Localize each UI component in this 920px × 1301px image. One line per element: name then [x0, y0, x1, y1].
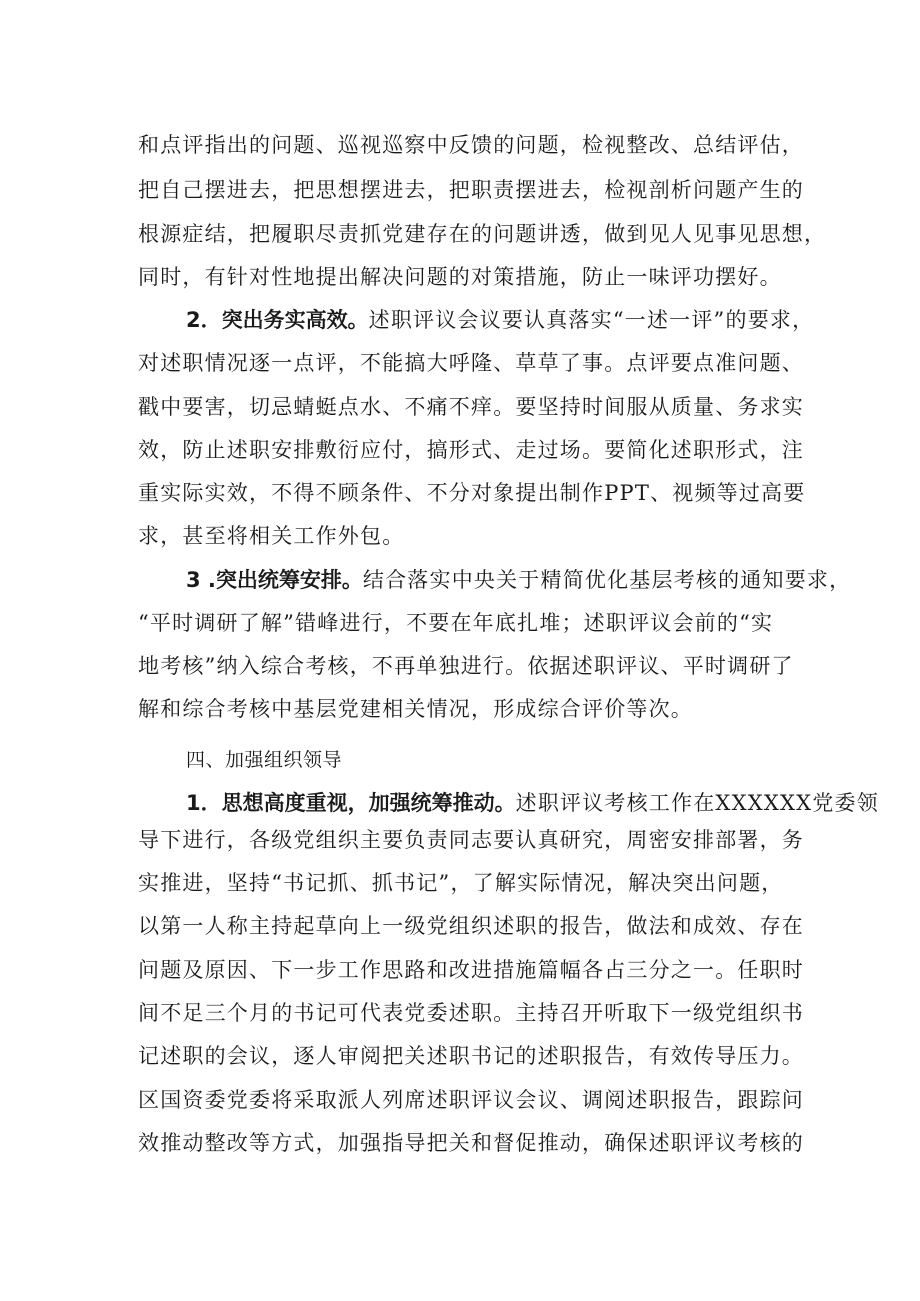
paragraph-line: 实推进，坚持“书记抓、抓书记”，了解实际情况，解决突出问题，	[138, 871, 784, 895]
item-2-text: 述职评议会议要认真落实“一述一评”的要求，	[368, 308, 815, 332]
paragraph-line: 戳中要害，切忌蜻蜓点水、不痛不痒。要坚持时间服从质量、务求实	[138, 395, 804, 419]
item-2-heading: 2．突出务实高效。	[186, 308, 369, 332]
paragraph-line: 求，甚至将相关工作外包。	[138, 524, 405, 548]
item-4-1-text: 述职评议考核工作在XXXXXX党委领	[515, 791, 879, 815]
item-3-first-line	[186, 565, 851, 595]
paragraph-line: 效推动整改等方式，加强指导把关和督促推动，确保述职评议考核的	[138, 1131, 804, 1155]
paragraph-line: 地考核”纳入综合考核，不再单独进行。依据述职评议、平时调研了	[138, 654, 794, 678]
item-3-heading: 3 .突出统筹安排。	[186, 568, 363, 592]
paragraph-line: 把自己摆进去，把思想摆进去，把职责摆进去，检视剖析问题产生的	[138, 178, 804, 202]
paragraph-line: 导下进行，各级党组织主要负责同志要认真研究，周密安排部署，务	[138, 828, 804, 852]
paragraph-line: 对述职情况逐一点评，不能搞大呼隆、草草了事。点评要点准问题、	[138, 351, 804, 375]
paragraph-line: 解和综合考核中基层党建相关情况，形成综合评价等次。	[138, 697, 693, 721]
paragraph-line: 记述职的会议，逐人审阅把关述职书记的述职报告，有效传导压力。	[138, 1044, 804, 1068]
paragraph-line: 以第一人称主持起草向上一级党组织述职的报告，做法和成效、存在	[138, 914, 804, 938]
paragraph-line: 同时，有针对性地提出解决问题的对策措施，防止一味评功摆好。	[138, 265, 782, 289]
paragraph-line: 重实际实效，不得不顾条件、不分对象提出制作PPT、视频等过高要	[138, 481, 806, 505]
paragraph-line: 间不足三个月的书记可代表党委述职。主持召开听取下一级党组织书	[138, 1001, 804, 1025]
item-4-1-heading: 1．思想高度重视，加强统筹推动。	[186, 791, 516, 815]
paragraph-line: “平时调研了解”错峰进行，不要在年底扎堆；述职评议会前的“实	[138, 611, 774, 635]
paragraph-line: 效，防止述职安排敷衍应付，搞形式、走过场。要简化述职形式，注	[138, 438, 804, 462]
item-2-first-line	[186, 305, 814, 335]
paragraph-line: 区国资委党委将采取派人列席述职评议会议、调阅述职报告，跟踪问	[138, 1088, 804, 1112]
section-title: 四、加强组织领导	[186, 749, 343, 771]
paragraph-line: 和点评指出的问题、巡视巡察中反馈的问题，检视整改、总结评估，	[138, 133, 804, 157]
paragraph-line: 问题及原因、下一步工作思路和改进措施篇幅各占三分之一。任职时	[138, 958, 804, 982]
paragraph-line: 根源症结，把履职尽责抓党建存在的问题讲透，做到见人见事见思想，	[138, 222, 827, 246]
item-4-1-first-line	[186, 788, 879, 818]
item-3-text: 结合落实中央关于精简优化基层考核的通知要求，	[362, 568, 852, 592]
